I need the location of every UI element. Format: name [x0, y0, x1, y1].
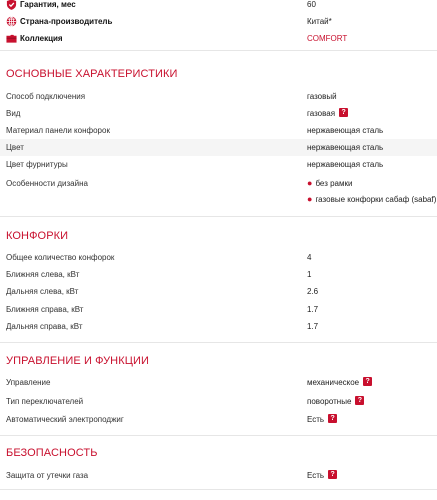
spec-label: Общее количество конфорок	[6, 253, 115, 262]
spec-row	[0, 467, 437, 484]
section-divider	[0, 435, 437, 436]
spec-value: нержавеющая сталь	[307, 126, 384, 135]
spec-value	[307, 105, 348, 122]
spec-row	[0, 374, 437, 391]
spec-row	[0, 156, 437, 173]
spec-row	[0, 88, 437, 105]
help-icon[interactable]: ?	[363, 377, 372, 386]
country-value: Китай*	[307, 17, 332, 26]
country-label: Страна-производитель	[20, 17, 113, 26]
help-icon[interactable]: ?	[339, 108, 348, 117]
spec-label: Ближняя справа, кВт	[6, 305, 84, 314]
spec-value-text: поворотные	[307, 397, 352, 406]
spec-value: нержавеющая сталь	[307, 160, 384, 169]
spec-value: 1	[307, 270, 312, 279]
section-divider	[0, 216, 437, 217]
spec-row	[0, 175, 437, 192]
spec-row	[0, 266, 437, 283]
spec-value-text: без рамки	[315, 179, 353, 188]
spec-value: 1.7	[307, 322, 319, 331]
spec-label: Материал панели конфорок	[6, 126, 110, 135]
bottom-divider	[0, 489, 437, 490]
spec-label: Способ подключения	[6, 92, 86, 101]
spec-value	[307, 411, 337, 428]
spec-label: Особенности дизайна	[6, 179, 88, 188]
spec-value: 1.7	[307, 305, 319, 314]
spec-value	[307, 467, 337, 484]
spec-label: Цвет фурнитуры	[6, 160, 68, 169]
spec-label: Тип переключателей	[6, 397, 84, 406]
collection-value[interactable]: COMFORT	[307, 34, 348, 43]
spec-value: газовый	[307, 92, 337, 101]
spec-row	[0, 105, 437, 122]
spec-value-text: Есть	[307, 471, 325, 480]
top-divider	[0, 50, 437, 51]
help-icon[interactable]: ?	[328, 414, 337, 423]
spec-value-text: механическое	[307, 378, 360, 387]
spec-row	[0, 122, 437, 139]
spec-value	[307, 374, 372, 391]
spec-label: Вид	[6, 109, 21, 118]
spec-row	[0, 283, 437, 300]
spec-value: нержавеющая сталь	[307, 143, 384, 152]
spec-label: Дальняя слева, кВт	[6, 287, 79, 296]
bullet-dot-icon: ●	[307, 194, 313, 204]
spec-value	[307, 191, 436, 208]
help-icon[interactable]: ?	[355, 396, 364, 405]
spec-value	[307, 175, 352, 192]
spec-row	[0, 139, 437, 156]
spec-label: Управление	[6, 378, 51, 387]
spec-label: Защита от утечки газа	[6, 471, 89, 480]
spec-label: Автоматический электроподжиг	[6, 415, 124, 424]
spec-row	[0, 318, 437, 335]
warranty-label: Гарантия, мес	[20, 0, 76, 9]
section-title-control: УПРАВЛЕНИЕ И ФУНКЦИИ	[6, 355, 149, 367]
section-divider	[0, 342, 437, 343]
spec-value-text: газовая	[307, 109, 336, 118]
bullet-dot-icon: ●	[307, 178, 313, 188]
spec-value-text: газовые конфорки сабаф (sabaf)	[315, 195, 437, 204]
spec-row	[0, 249, 437, 266]
help-icon[interactable]: ?	[328, 470, 337, 479]
spec-row-continued	[0, 191, 437, 208]
collection-row	[0, 30, 437, 47]
spec-label: Дальняя справа, кВт	[6, 322, 83, 331]
section-title-main: ОСНОВНЫЕ ХАРАКТЕРИСТИКИ	[6, 68, 178, 80]
spec-row	[0, 393, 437, 410]
globe-icon	[6, 16, 17, 27]
section-title-safety: БЕЗОПАСНОСТЬ	[6, 447, 98, 459]
folder-icon	[6, 33, 17, 44]
spec-label: Цвет	[6, 143, 24, 152]
spec-value: 2.6	[307, 287, 319, 296]
warranty-row	[0, 0, 437, 13]
spec-row	[0, 301, 437, 318]
collection-label: Коллекция	[20, 34, 63, 43]
spec-value-text: Есть	[307, 415, 325, 424]
spec-row	[0, 411, 437, 428]
section-title-burners: КОНФОРКИ	[6, 230, 69, 242]
spec-value	[307, 393, 364, 410]
spec-label: Ближняя слева, кВт	[6, 270, 80, 279]
country-row	[0, 13, 437, 30]
shield-check-icon	[6, 0, 17, 10]
warranty-value: 60	[307, 0, 316, 9]
spec-value: 4	[307, 253, 312, 262]
